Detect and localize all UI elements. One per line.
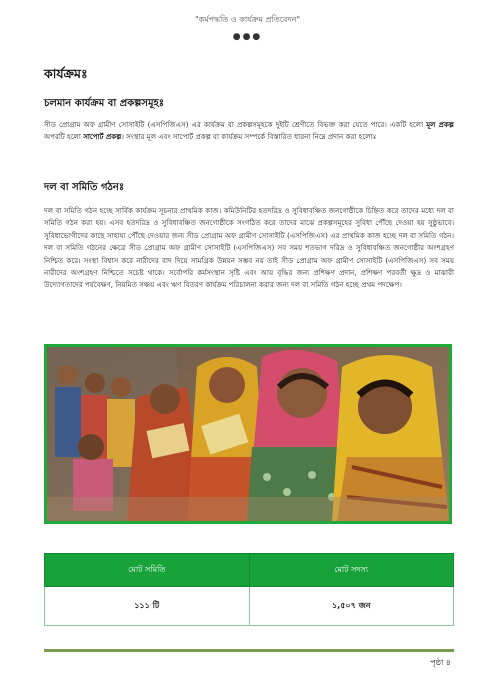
paragraph-projects — [44, 119, 454, 144]
p1-text-3: । সংস্থার মূল এবং সাপোর্ট প্রকল্প বা কার্যক্রম সম্পর্কে বিস্তারিত ধারনা নিম্নে প্রদান করা হলোঃ — [121, 132, 377, 142]
total-groups-value: ১১১ টি — [45, 587, 250, 626]
p1-text-1: সীড প্রোগ্রাম অফ গ্রামীণ সোসাইটি (এসপিজিএস) এর কার্যক্রম বা প্রকল্পসমূহকে দুইটি শ্রেণীতে বিভক্ত করা যেতে পারে। একটি হলো — [44, 120, 427, 129]
header-dots: ●●● — [232, 32, 263, 42]
total-members-value: ১,৫০৭ জন — [249, 587, 454, 626]
subhead-ongoing-projects: চলমান কার্যক্রম বা প্রকল্পসমূহঃ — [44, 98, 165, 109]
page-number: পৃষ্ঠা ৪ — [430, 658, 451, 667]
total-members-header: মোট সদস্য — [249, 554, 454, 587]
stats-table — [44, 553, 454, 626]
running-header: "কর্মপদ্ধতি ও কার্যক্রম প্রতিবেদন" — [194, 15, 301, 24]
women-group-photo — [44, 344, 452, 524]
p1-bold-support-project: সাপোর্ট প্রকল্প — [83, 132, 122, 142]
total-groups-header: মোট সমিতি — [45, 554, 250, 587]
footer-rule — [44, 649, 454, 652]
subhead-group-formation: দল বা সমিতি গঠনঃ — [44, 182, 125, 193]
p1-bold-main-project: মূল প্রকল্প — [426, 120, 454, 129]
p1-text-2: অপরটি হলো — [44, 132, 84, 142]
section-title: কার্যক্রমঃ — [44, 66, 88, 81]
paragraph-group-formation: দল বা সমিতি গঠন হচ্ছে সার্বিক কার্যক্রম সূচনার প্রাথমিক কাজ। কমিউনিটির হতদরিদ্র ও সুবিধাবঞ্চিত জনগোষ্ঠীকে চিহ্নিত করে তাদের মধ্যে দল বা সমিতি গঠন করা হয়। এসব হতদরিদ্র ও সুবিধাবঞ্চিত জনগোষ্ঠীকে সংগঠিত করে তাদের মাঝে প্রকল্পসমূহের সুবিধা পৌঁছে দেওয়া হয় সুষ্ঠুভাবে। সুবিধাভোগীদের কাছে সাহায্য পৌঁছে দেওয়ার জন্য সীড প্রোগ্রাম অফ গ্রামীণ সোসাইটি (এসপিজিএস) এর প্রাথমিক কাজ হচ্ছে দল বা সমিতি গঠন। দল বা সমিতি গঠনের ক্ষেত্রে সীড প্রোগ্রাম অফ গ্রামীণ সোসাইটি (এসপিজিএস) সব সময় শতভাগ দরিদ্র ও সুবিধাবঞ্চিত জনগোষ্ঠীর অংশগ্রহণ নিশ্চিত করে। সংস্থা বিশ্বাস করে নারীদের বাদ দিয়ে সামগ্রিক উন্নয়ন সম্ভব নয় তাই সীড প্রোগ্রাম অফ গ্রামীণ সোসাইটি (এসপিজিএস) সব সময় নারীদের অংশগ্রহণ নিশ্চিতে সচেষ্ট থাকে। সর্বোপরি কর্মসংস্থান সৃষ্টি এবং আয় বৃদ্ধির জন্য প্রশিক্ষণ প্রদান, প্রশিক্ষণ পরবর্তী ক্ষুদ্র ও মাঝারী উদ্যোগতাদের পর্যবেক্ষণ, নিয়মিত সঞ্চয় এবং ঋণ বিতরণ কার্যক্রম পরিচালনা করার জন্য দল বা সমিতি গঠন হচ্ছে প্রথম পদক্ষেপ। — [44, 206, 454, 290]
stats-header-row — [45, 554, 454, 587]
stats-value-row — [45, 587, 454, 626]
